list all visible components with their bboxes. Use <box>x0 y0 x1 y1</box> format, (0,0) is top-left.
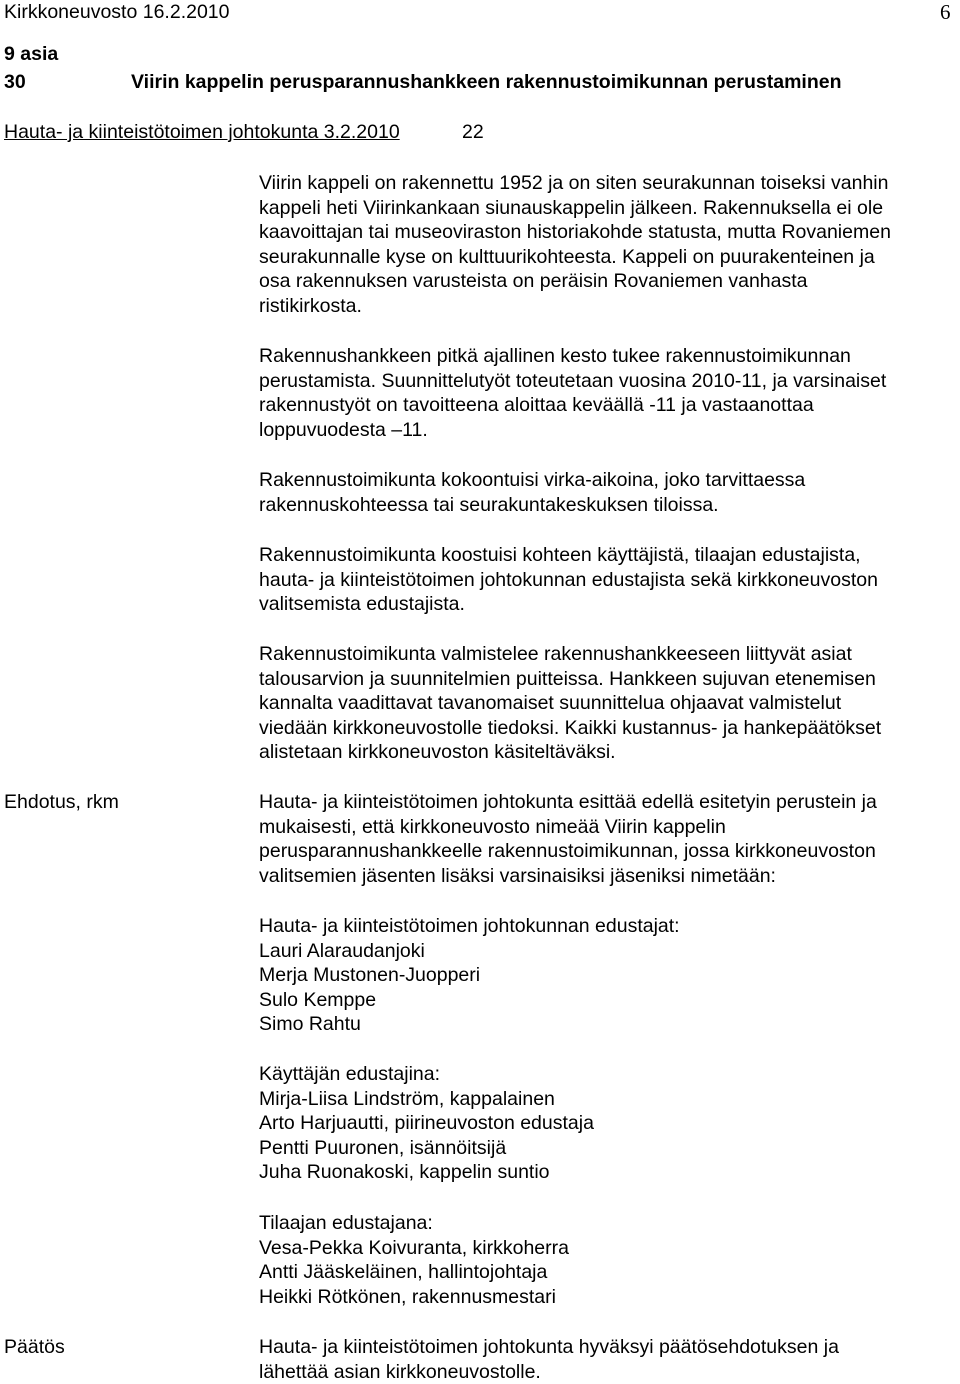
paragraph-line: perustamista. Suunnittelutyöt toteutetaan vuosina 2010-11, ja varsinaiset <box>259 369 887 392</box>
paragraph-line: Rakennustoimikunta valmistelee rakennushankkeeseen liittyvät asiat <box>259 643 852 665</box>
paragraph-line: kaavoittajan tai museoviraston historiakohde statusta, mutta Rovaniemen <box>259 221 891 244</box>
decision-text <box>259 1335 959 1384</box>
member-name: Merja Mustonen-Juopperi <box>259 964 481 987</box>
paragraph-line: rakennuskohteessa tai seurakuntakeskuksen tiloissa. <box>259 493 719 516</box>
paragraph-line: osa rakennuksen varusteista on peräisin Rovaniemen vanhasta <box>259 270 808 293</box>
header-meeting-date: Kirkkoneuvosto 16.2.2010 <box>4 1 230 23</box>
member-name: Vesa-Pekka Koivuranta, kirkkoherra <box>259 1236 569 1259</box>
proposal-line: mukaisesti, että kirkkoneuvosto nimeää Viirin kappelin <box>259 815 726 838</box>
paragraph-line: hauta- ja kiinteistötoimen johtokunnan edustajista sekä kirkkoneuvoston <box>259 568 878 591</box>
paragraph-line: loppuvuodesta –11. <box>259 418 428 441</box>
member-group-users <box>259 1062 959 1185</box>
member-name: Lauri Alaraudanjoki <box>259 939 425 962</box>
member-group-board <box>259 914 959 1037</box>
paragraph-duties <box>259 642 959 765</box>
paragraph-line: valitsemista edustajista. <box>259 593 465 616</box>
proposal-line: perusparannushankkeelle rakennustoimikunnan, jossa kirkkoneuvoston <box>259 840 876 863</box>
paragraph-line: ristikirkosta. <box>259 294 362 317</box>
proposal-line: Hauta- ja kiinteistötoimen johtokunta esittää edellä esitetyin perustein ja <box>259 791 877 813</box>
paragraph-meetings <box>259 468 959 517</box>
member-group-heading: Tilaajan edustajana: <box>259 1212 433 1234</box>
paragraph-line: alistetaan kirkkoneuvoston käsiteltäväksi. <box>259 741 616 764</box>
agenda-title: Viirin kappelin perusparannushankkeen rakennustoimikunnan perustaminen <box>131 71 842 93</box>
proposal-line: valitsemien jäsenten lisäksi varsinaisiksi jäseniksi nimetään: <box>259 864 776 887</box>
agenda-item-number: 9 asia <box>4 43 59 65</box>
page-number: 6 <box>940 0 951 24</box>
member-name: Simo Rahtu <box>259 1013 361 1036</box>
paragraph-composition <box>259 543 959 617</box>
paragraph-line: Rakennustoimikunta koostuisi kohteen käyttäjistä, tilaajan edustajista, <box>259 544 861 566</box>
paragraph-line: kannalta vaadittavat tavanomaiset suunnittelua ohjaavat valmistelut <box>259 692 842 715</box>
member-group-heading: Hauta- ja kiinteistötoimen johtokunnan edustajat: <box>259 915 680 937</box>
paragraph-line: viedään kirkkoneuvostolle tiedoksi. Kaikki kustannus- ja hankepäätökset <box>259 716 882 739</box>
member-name: Sulo Kemppe <box>259 988 377 1011</box>
decision-line: Hauta- ja kiinteistötoimen johtokunta hyväksyi päätösehdotuksen ja <box>259 1336 839 1358</box>
decision-line: lähettää asian kirkkoneuvostolle. <box>259 1360 541 1383</box>
paragraph-schedule <box>259 344 959 442</box>
decision-label: Päätös <box>4 1336 65 1358</box>
reference-link[interactable]: Hauta- ja kiinteistötoimen johtokunta 3.2.2010 <box>4 121 400 143</box>
paragraph-line: Viirin kappeli on rakennettu 1952 ja on siten seurakunnan toiseksi vanhin <box>259 172 889 194</box>
member-name: Juha Ruonakoski, kappelin suntio <box>259 1161 550 1184</box>
section-number: 30 <box>4 71 26 93</box>
member-name: Mirja-Liisa Lindström, kappalainen <box>259 1087 555 1110</box>
paragraph-line: Rakennushankkeen pitkä ajallinen kesto tukee rakennustoimikunnan <box>259 345 851 367</box>
member-group-heading: Käyttäjän edustajina: <box>259 1063 441 1085</box>
paragraph-line: talousarvion ja suunnitelmien puitteissa. Hankkeen sujuvan etenemisen <box>259 667 876 690</box>
paragraph-line: kappeli heti Viirinkankaan siunauskappelin jälkeen. Rakennuksella ei ole <box>259 196 884 219</box>
document-header <box>0 0 960 30</box>
proposal-text <box>259 790 959 888</box>
proposal-label: Ehdotus, rkm <box>4 791 119 813</box>
paragraph-history <box>259 171 959 319</box>
member-name: Heikki Rötkönen, rakennusmestari <box>259 1285 556 1308</box>
member-name: Antti Jääskeläinen, hallintojohtaja <box>259 1261 548 1284</box>
paragraph-line: seurakunnalle kyse on kulttuurikohteesta. Kappeli on puurakenteinen ja <box>259 245 875 268</box>
reference-section: 22 <box>462 121 484 143</box>
member-group-client <box>259 1211 959 1309</box>
paragraph-line: rakennustyöt on tavoitteena aloittaa keväällä -11 ja vastaanottaa <box>259 394 814 417</box>
paragraph-line: Rakennustoimikunta kokoontuisi virka-aikoina, joko tarvittaessa <box>259 469 806 491</box>
member-name: Pentti Puuronen, isännöitsijä <box>259 1136 507 1159</box>
member-name: Arto Harjuautti, piirineuvoston edustaja <box>259 1112 594 1135</box>
